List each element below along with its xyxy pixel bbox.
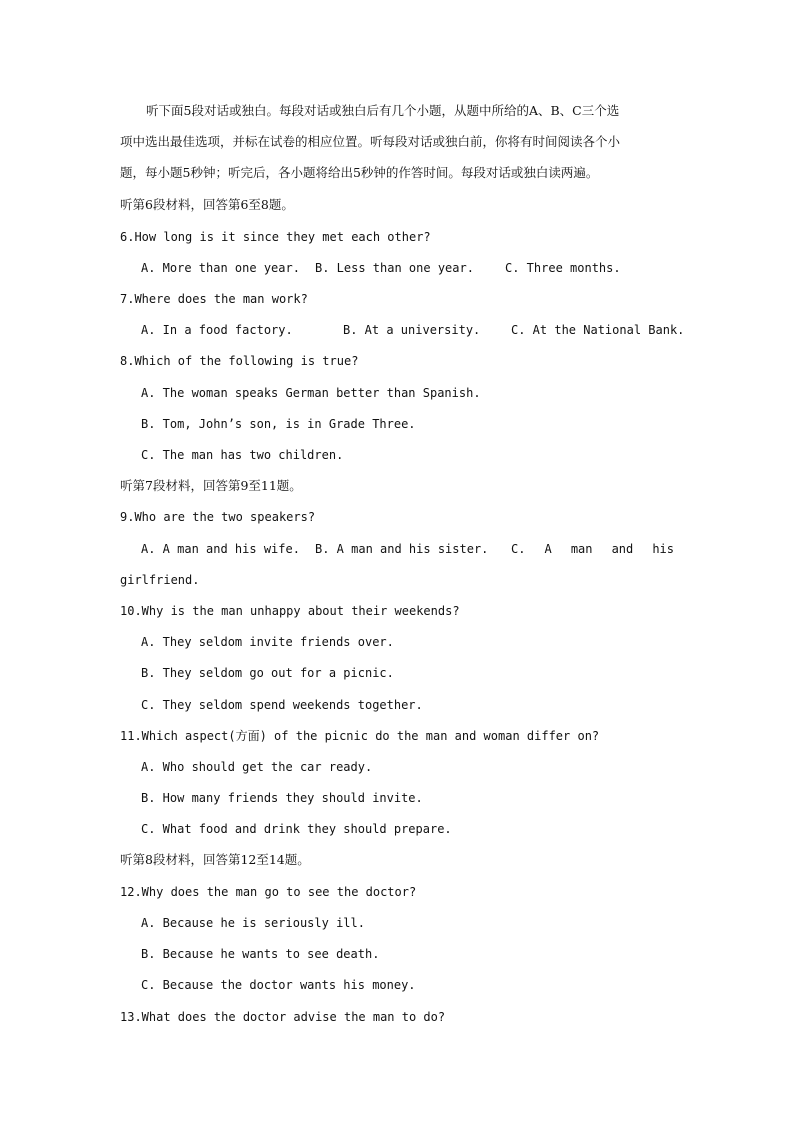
- option-9c-word: A: [544, 542, 552, 556]
- section-heading-8: 听第8段材料，回答第12至14题。: [120, 852, 310, 867]
- instructions-line-2: 项中选出最佳选项，并标在试卷的相应位置。听每段对话或独白前，你将有时间阅读各个小: [120, 134, 621, 149]
- question-9: 9.Who are the two speakers?: [120, 510, 316, 524]
- option-11b: B. How many friends they should invite.: [141, 791, 423, 805]
- option-12a: A. Because he is seriously ill.: [141, 916, 365, 930]
- option-9c: [511, 541, 674, 557]
- question-12: 12.Why does the man go to see the doctor?: [120, 885, 417, 899]
- question-7: 7.Where does the man work?: [120, 292, 308, 306]
- option-10c: C. They seldom spend weekends together.: [141, 698, 423, 712]
- option-9a: A. A man and his wife.: [141, 542, 300, 556]
- option-10a: A. They seldom invite friends over.: [141, 635, 394, 649]
- option-11a: A. Who should get the car ready.: [141, 760, 373, 774]
- option-7a: A. In a food factory.: [141, 323, 293, 337]
- question-6-options: [141, 260, 701, 276]
- question-10: 10.Why is the man unhappy about their weekends?: [120, 604, 460, 618]
- section-heading-6: 听第6段材料，回答第6至8题。: [120, 197, 294, 212]
- option-9b: B. A man and his sister.: [315, 542, 489, 556]
- option-8c: C. The man has two children.: [141, 448, 344, 462]
- question-13: 13.What does the doctor advise the man to do?: [120, 1010, 446, 1024]
- option-6c: C. Three months.: [505, 261, 621, 275]
- section-heading-7: 听第7段材料，回答第9至11题。: [120, 478, 302, 493]
- question-7-options: [141, 322, 701, 338]
- option-9c-word: C.: [511, 542, 526, 556]
- instructions-line-1: 听下面5段对话或独白。每段对话或独白后有几个小题，从题中所给的A、B、C三个选: [146, 103, 620, 118]
- option-8b: B. Tom, John’s son, is in Grade Three.: [141, 417, 416, 431]
- instructions-line-3: 题，每小题5秒钟；听完后，各小题将给出5秒钟的作答时间。每段对话或独白读两遍。: [120, 165, 599, 180]
- question-9-options: [141, 541, 701, 557]
- option-9c-continued: girlfriend.: [120, 573, 200, 587]
- option-12b: B. Because he wants to see death.: [141, 947, 380, 961]
- option-8a: A. The woman speaks German better than Spanish.: [141, 386, 481, 400]
- option-7c: C. At the National Bank.: [511, 323, 685, 337]
- question-6: 6.How long is it since they met each other?: [120, 230, 431, 244]
- option-9c-word: man: [570, 542, 593, 556]
- question-8: 8.Which of the following is true?: [120, 354, 359, 368]
- question-11: 11.Which aspect(方面) of the picnic do the man and woman differ on?: [120, 729, 600, 743]
- option-11c: C. What food and drink they should prepare.: [141, 822, 452, 836]
- option-6a: A. More than one year.: [141, 261, 300, 275]
- option-9c-word: and: [611, 542, 634, 556]
- option-6b: B. Less than one year.: [315, 261, 474, 275]
- option-12c: C. Because the doctor wants his money.: [141, 978, 416, 992]
- option-9c-word: his: [652, 542, 674, 556]
- option-10b: B. They seldom go out for a picnic.: [141, 666, 394, 680]
- option-7b: B. At a university.: [343, 323, 481, 337]
